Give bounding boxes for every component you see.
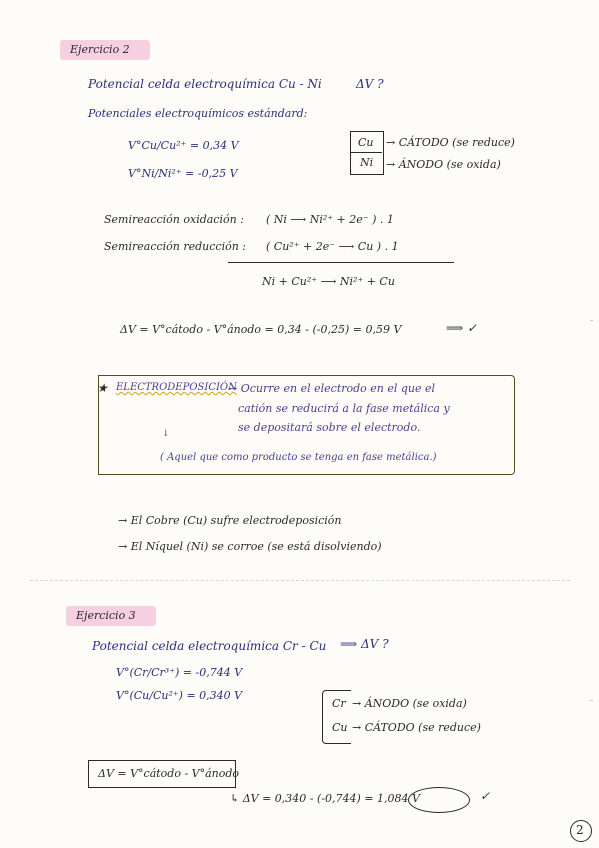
electro-line2: catión se reducirá a la fase metálica y [238,402,450,415]
ej2-sum-line [228,262,454,263]
ej3-formula: ΔV = V°cátodo - V°ánodo [98,767,240,780]
ej2-dv-check: ⟹ ✓ [446,321,478,335]
ej3-line1-question: ⟹ ΔV ? [340,637,389,651]
ej3-catodo: → CÁTODO (se reduce) [352,721,481,734]
ej2-conclusion2: → El Níquel (Ni) se corroe (se está disolviendo) [118,540,382,553]
ej2-line2: Potenciales electroquímicos estándard: [88,107,308,120]
edge-mark [590,320,593,321]
ej2-line1-question: ΔV ? [356,77,384,91]
ej2-cu-label: Cu [358,136,374,149]
ej3-heading: Ejercicio 3 [76,609,136,622]
star-icon: ★ [97,381,108,395]
ej3-cr-label: Cr [332,697,346,710]
ej2-semi-ox: ( Ni ⟶ Ni²⁺ + 2e⁻ ) . 1 [266,213,394,226]
ej2-heading: Ejercicio 2 [70,43,130,56]
electro-line4: ( Aquel que como producto se tenga en fase metálica.) [160,452,437,463]
ej3-result-circle [408,787,470,813]
page-number: 2 [576,823,584,837]
ej2-electrode-divider [350,152,382,153]
edge-mark [590,700,593,701]
ej3-anodo: → ÁNODO (se oxida) [352,697,467,710]
ej2-semi-ox-label: Semireacción oxidación : [104,213,244,226]
electro-line1: → Ocurre en el electrodo en el que el [228,382,436,395]
ej3-line1: Potencial celda electroquímica Cr - Cu [92,639,327,653]
ej2-semi-red-label: Semireacción reducción : [104,240,247,253]
ej3-v-cr: V°(Cr/Cr³⁺) = -0,744 V [116,666,243,679]
curved-arrow-icon: ↓ [162,429,170,439]
ej2-semi-red: ( Cu²⁺ + 2e⁻ ⟶ Cu ) . 1 [266,240,399,253]
ej2-global: Ni + Cu²⁺ ⟶ Ni²⁺ + Cu [262,275,395,288]
ej2-line1: Potencial celda electroquímica Cu - Ni [88,77,322,91]
electro-label: ELECTRODEPOSICIÓN [116,382,237,393]
ej2-v-cu: V°Cu/Cu²⁺ = 0,34 V [128,139,239,152]
ej3-cu-label: Cu [332,721,348,734]
ej2-v-ni: V°Ni/Ni²⁺ = -0,25 V [128,167,238,180]
ej2-ni-label: Ni [360,156,374,169]
ej3-v-cu: V°(Cu/Cu²⁺) = 0,340 V [116,689,243,702]
ej3-check: ✓ [480,789,491,803]
section-divider [30,580,570,581]
ej2-catodo: → CÁTODO (se reduce) [386,136,515,149]
electro-line3: se depositará sobre el electrodo. [238,421,421,434]
ej2-dv-calc: ΔV = V°cátodo - V°ánodo = 0,34 - (-0,25) = 0,59 V [120,323,402,336]
ej2-conclusion1: → El Cobre (Cu) sufre electrodeposición [118,514,342,527]
ej2-anodo: → ÁNODO (se oxida) [386,158,501,171]
ej3-result: ↳ ΔV = 0,340 - (-0,744) = 1,084 V [230,792,420,805]
